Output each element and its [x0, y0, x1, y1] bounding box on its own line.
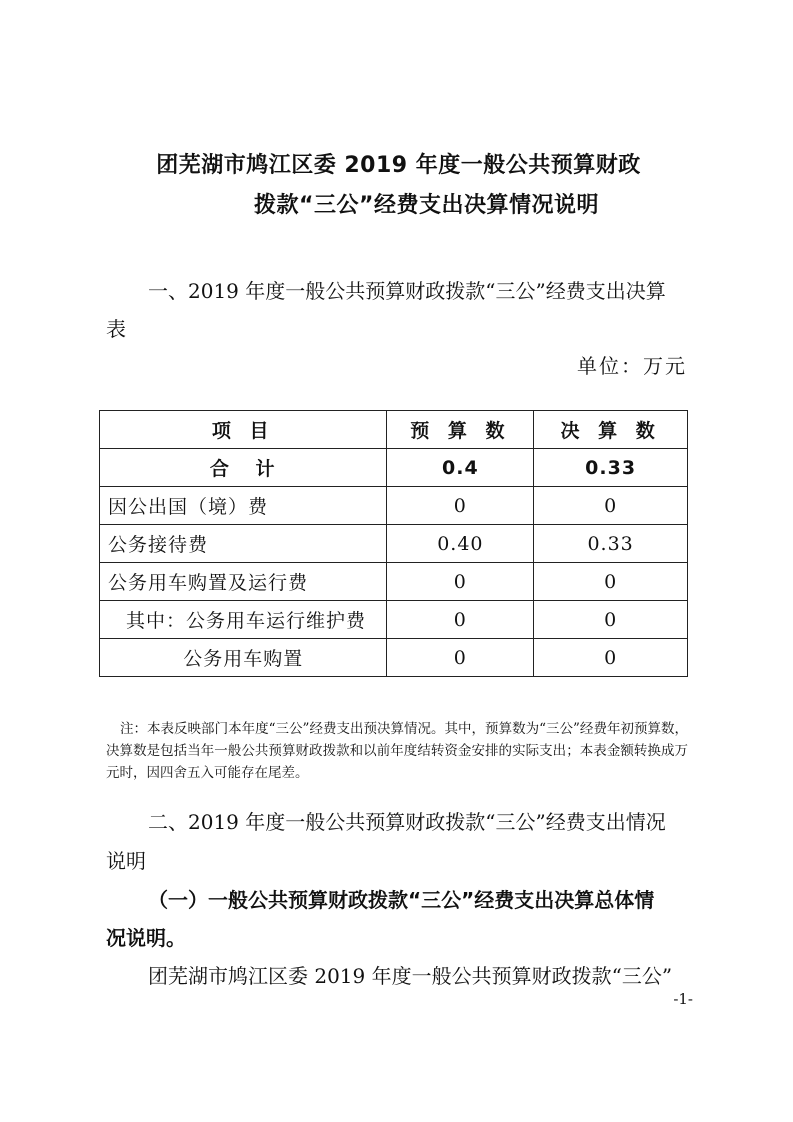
row-final: 0.33	[534, 525, 688, 563]
row-name: 公务用车购置及运行费	[100, 563, 387, 601]
row-final: 0	[534, 487, 688, 525]
row-budget: 0	[387, 639, 534, 677]
row-name: 因公出国（境）费	[100, 487, 387, 525]
section1-heading-continued: 表	[106, 317, 126, 341]
table-note: 注：本表反映部门本年度“三公”经费支出预决算情况。其中，预算数为“三公”经费年初预算数，决算数是包括当年一般公共预算财政拨款和以前年度结转资金安排的实际支出；本表金额转换成万元时，因四舍五入可能存在尾差。	[106, 721, 688, 781]
row-budget: 0	[387, 487, 534, 525]
row-final: 0	[534, 563, 688, 601]
row-final: 0	[534, 639, 688, 677]
body-paragraph: 团芜湖市鸠江区委 2019 年度一般公共预算财政拨款“三公”	[148, 964, 673, 988]
header-budget: 预 算 数	[387, 411, 534, 449]
table-header-row	[100, 411, 688, 449]
table-row	[100, 601, 688, 639]
section2-heading-continued: 说明	[106, 849, 146, 873]
table-total-row	[100, 449, 688, 487]
three-public-expenses-table	[99, 410, 688, 677]
subsection1-heading: （一）一般公共预算财政拨款“三公”经费支出决算总体情	[148, 888, 655, 912]
header-final: 决 算 数	[534, 411, 688, 449]
row-final: 0	[534, 601, 688, 639]
row-name: 其中：公务用车运行维护费	[100, 601, 387, 639]
total-final: 0.33	[534, 449, 688, 487]
document-title-line2: 拨款“三公”经费支出决算情况说明	[254, 193, 599, 218]
unit-label: 单位：万元	[577, 354, 687, 378]
subsection1-heading-continued: 况说明。	[106, 926, 186, 950]
row-name: 公务用车购置	[100, 639, 387, 677]
section1-heading: 一、2019 年度一般公共预算财政拨款“三公”经费支出决算	[148, 279, 666, 303]
row-budget: 0.40	[387, 525, 534, 563]
table-row	[100, 563, 688, 601]
table-row	[100, 639, 688, 677]
row-budget: 0	[387, 563, 534, 601]
section2-heading: 二、2019 年度一般公共预算财政拨款“三公”经费支出情况	[148, 810, 666, 834]
row-budget: 0	[387, 601, 534, 639]
page-number: -1-	[673, 990, 693, 1008]
total-budget: 0.4	[387, 449, 534, 487]
table-row	[100, 525, 688, 563]
document-title-line1: 团芜湖市鸠江区委 2019 年度一般公共预算财政	[156, 153, 641, 178]
row-name: 公务接待费	[100, 525, 387, 563]
header-item: 项 目	[100, 411, 387, 449]
total-label: 合 计	[100, 449, 387, 487]
table-row	[100, 487, 688, 525]
